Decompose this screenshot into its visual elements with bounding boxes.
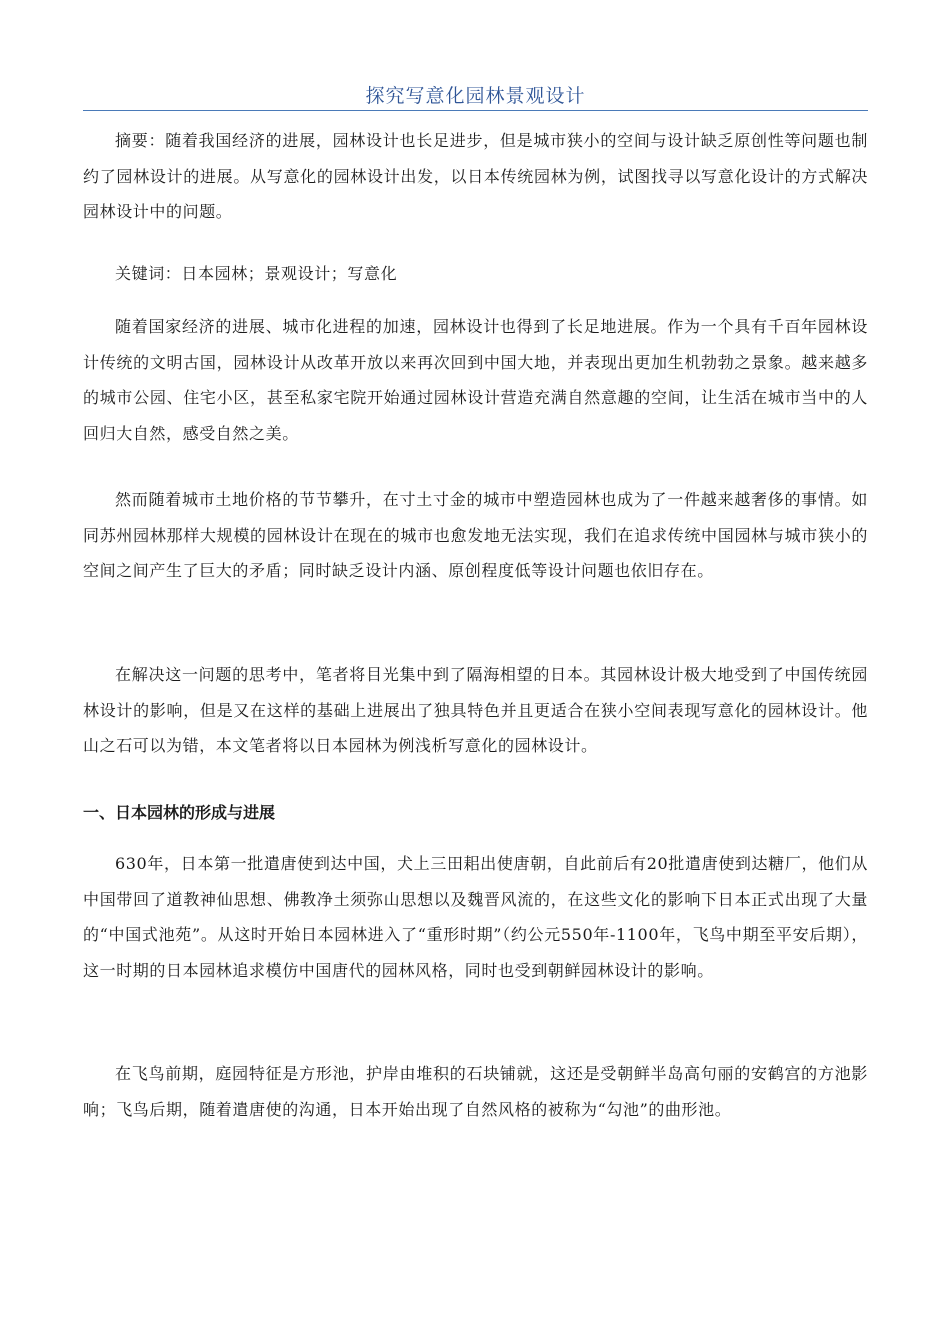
abstract-paragraph: 摘要：随着我国经济的进展，园林设计也长足进步，但是城市狭小的空间与设计缺乏原创性等问题也制约了园林设计的进展。从写意化的园林设计出发，以日本传统园林为例，试图找寻以写意化设计的方式解决园林设计中的问题。 — [83, 131, 868, 221]
section-heading: 一、日本园林的形成与进展 — [83, 803, 276, 822]
section-paragraph-1: 630年，日本第一批遣唐使到达中国，犬上三田耜出使唐朝，自此前后有20批遣唐使到达糖厂，他们从中国带回了道教神仙思想、佛教净土须弥山思想以及魏晋风流的，在这些文化的影响下日本正式出现了大量的“中国式池苑”。从这时开始日本园林进入了“重形时期”（约公元550年-1100年，飞鸟中期至平安后期），这一时期的日本园林追求模仿中国唐代的园林风格，同时也受到朝鲜园林设计的影响。 — [83, 854, 868, 980]
section-paragraph-2: 在飞鸟前期，庭园特征是方形池，护岸由堆积的石块铺就，这还是受朝鲜半岛高句丽的安鹤宫的方池影响；飞鸟后期，随着遣唐使的沟通，日本开始出现了自然风格的被称为“勾池”的曲形池。 — [83, 1064, 868, 1119]
document-title: 探究写意化园林景观设计 — [365, 85, 586, 107]
body-paragraph-2: 然而随着城市土地价格的节节攀升，在寸土寸金的城市中塑造园林也成为了一件越来越奢侈的事情。如同苏州园林那样大规模的园林设计在现在的城市也愈发地无法实现，我们在追求传统中国园林与城市狭小的空间之间产生了巨大的矛盾；同时缺乏设计内涵、原创程度低等设计问题也依旧存在。 — [83, 490, 868, 580]
keywords-paragraph: 关键词：日本园林；景观设计；写意化 — [115, 264, 398, 283]
title-block — [83, 80, 868, 111]
body-paragraph-3: 在解决这一问题的思考中，笔者将目光集中到了隔海相望的日本。其园林设计极大地受到了中国传统园林设计的影响，但是又在这样的基础上进展出了独具特色并且更适合在狭小空间表现写意化的园林设计。他山之石可以为错，本文笔者将以日本园林为例浅析写意化的园林设计。 — [83, 665, 868, 755]
body-paragraph-1: 随着国家经济的进展、城市化进程的加速，园林设计也得到了长足地进展。作为一个具有千百年园林设计传统的文明古国，园林设计从改革开放以来再次回到中国大地，并表现出更加生机勃勃之景象。越来越多的城市公园、住宅小区，甚至私家宅院开始通过园林设计营造充满自然意趣的空间，让生活在城市当中的人回归大自然，感受自然之美。 — [83, 317, 868, 443]
